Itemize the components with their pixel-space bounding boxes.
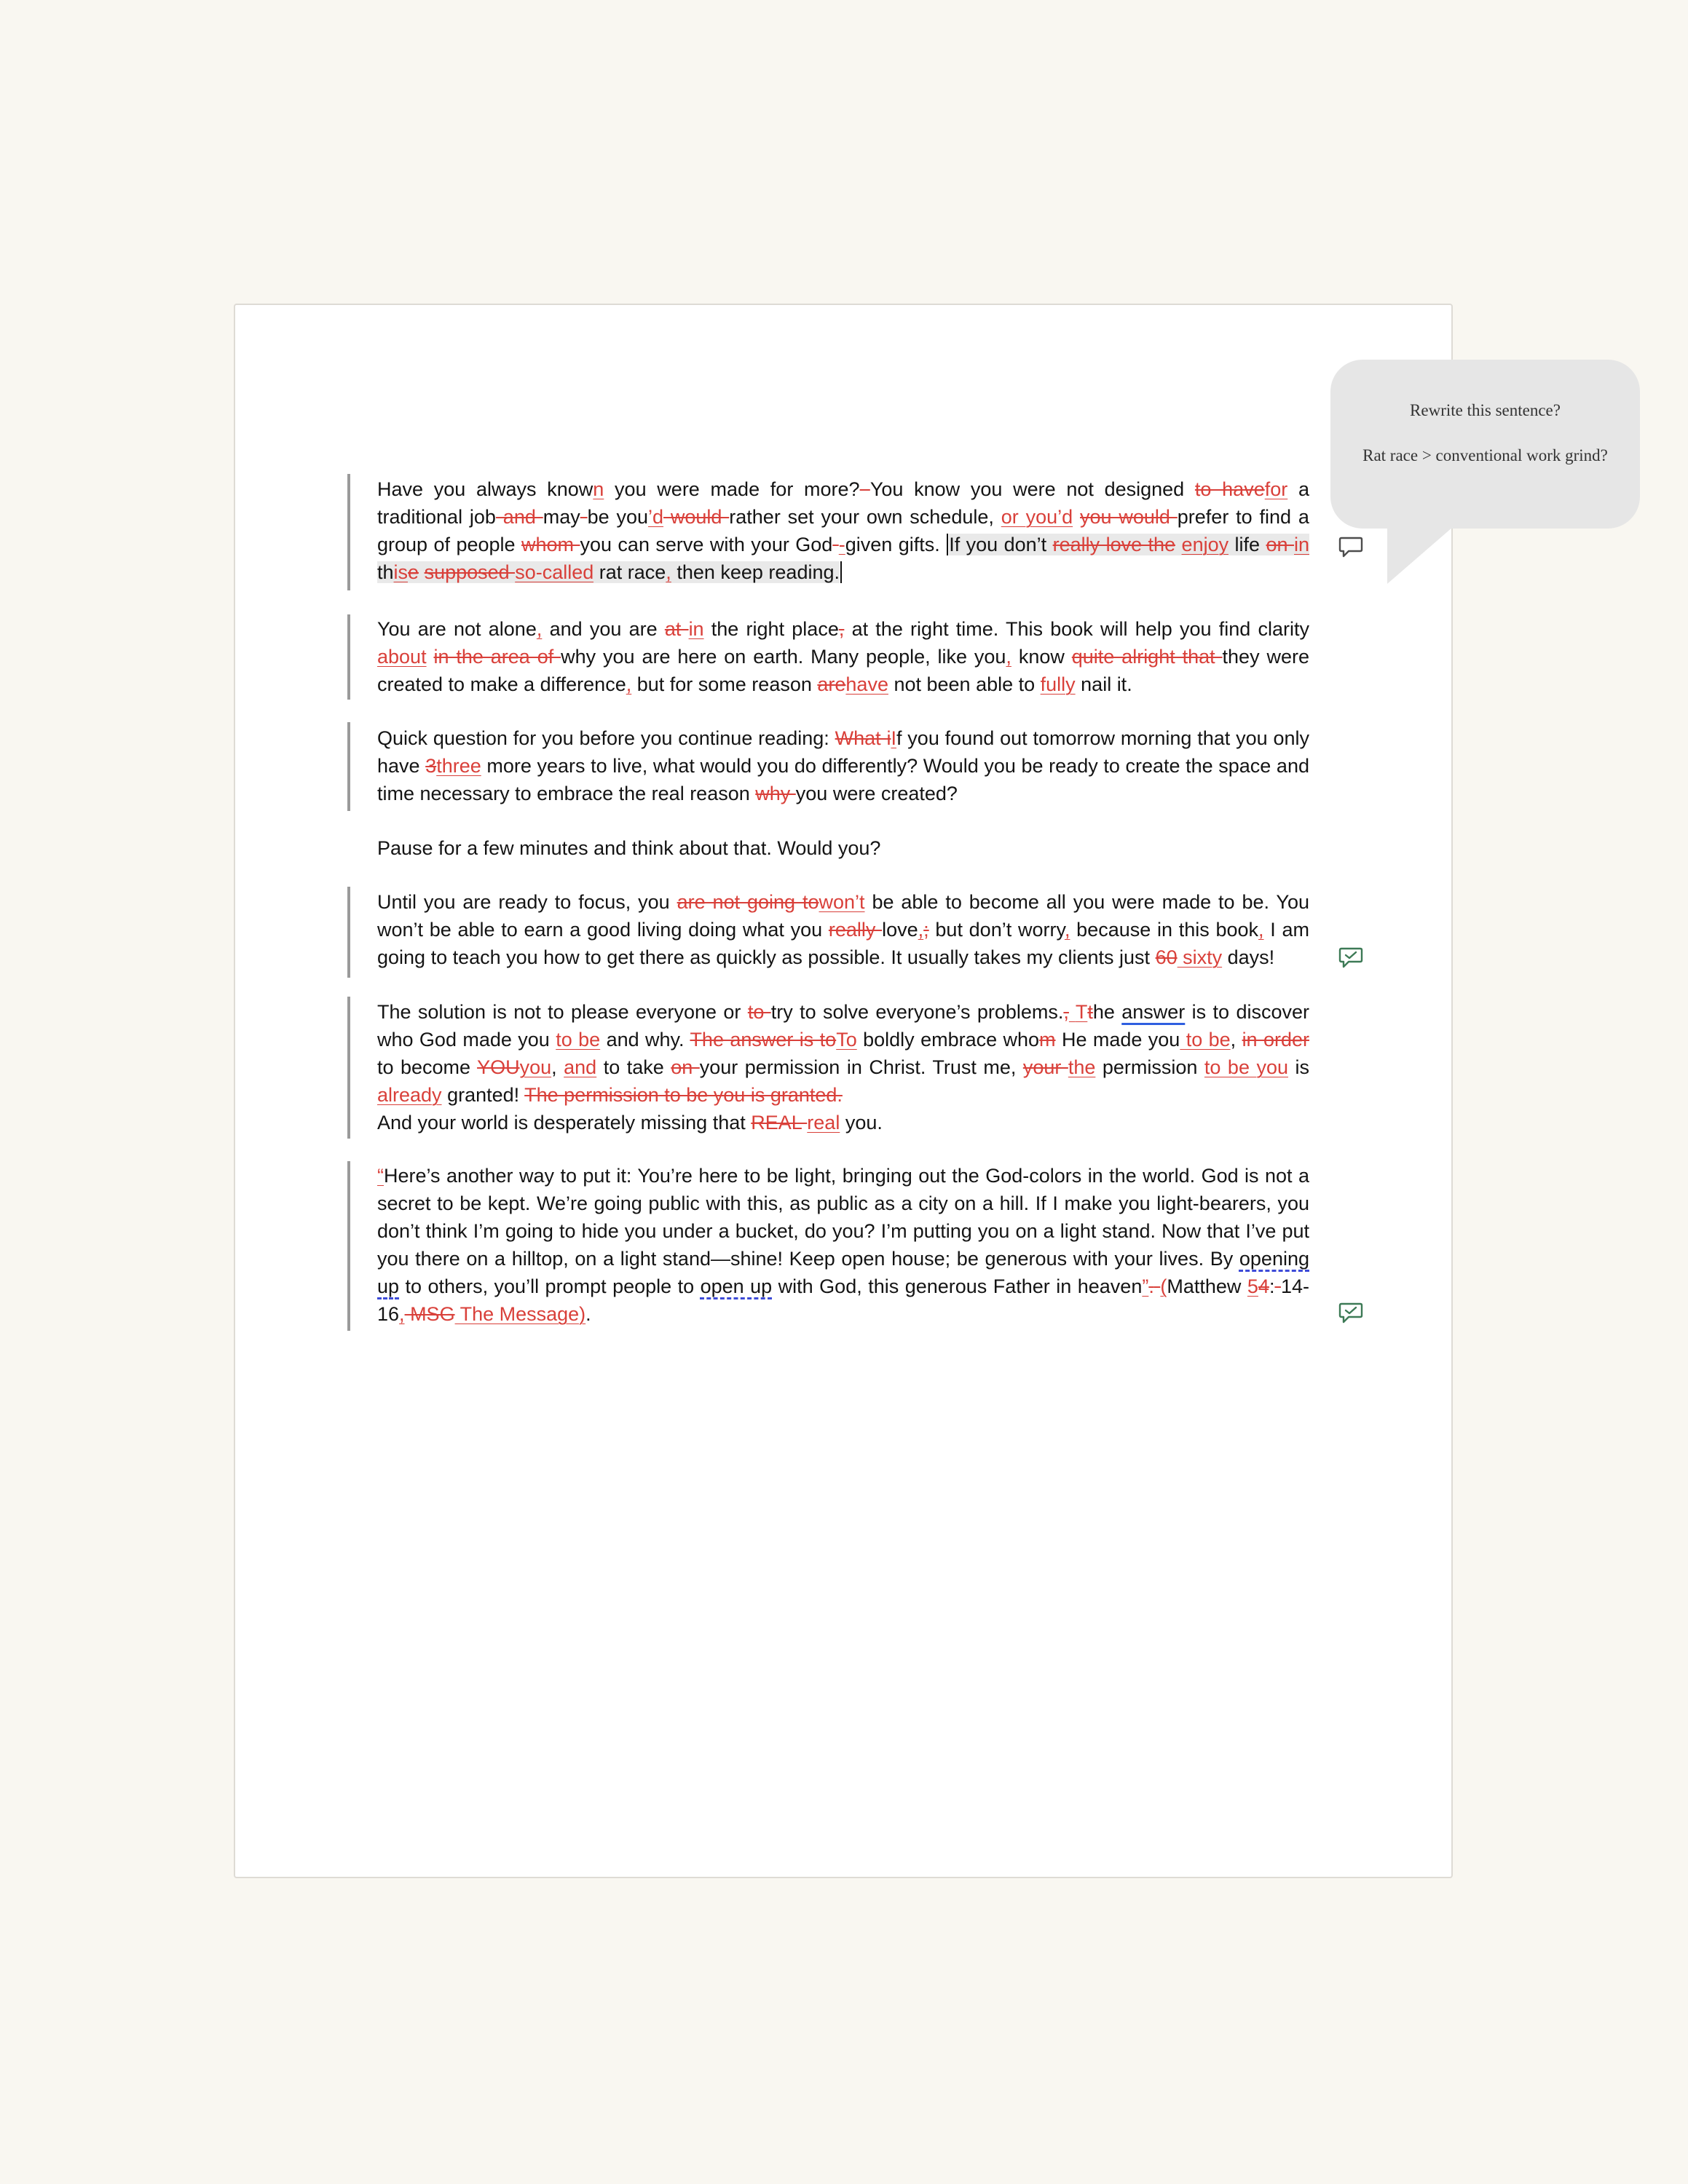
insertion-text[interactable]: and (564, 1056, 597, 1078)
text-run: more years to live, what would you do differently? Would you be ready to create the space and time necessary to embrace the real reason (377, 755, 1309, 804)
insertion-text[interactable]: , (918, 919, 924, 941)
deletion-text[interactable]: YOU (477, 1056, 520, 1078)
text-run: : (1269, 1275, 1275, 1297)
change-bar (347, 722, 350, 811)
text-run: a traditional job (377, 478, 1309, 528)
insertion-text[interactable]: , (536, 618, 543, 640)
deletion-text[interactable]: on (671, 1056, 700, 1078)
text-run: with God, this generous Father in heaven (772, 1275, 1143, 1297)
paragraph[interactable] (377, 834, 1309, 862)
text-run: He made you (1055, 1029, 1180, 1051)
comment-bubble[interactable] (1330, 360, 1640, 529)
deletion-text[interactable]: you would (1080, 506, 1178, 528)
insertion-text[interactable]: about (377, 646, 427, 668)
text-run: . (585, 1303, 591, 1325)
text-run: at the right time. This book will help you find clarity (844, 618, 1309, 640)
insertion-text[interactable]: , (626, 673, 632, 695)
deletion-text[interactable]: , (838, 618, 845, 640)
deletion-text[interactable]: supposed (424, 561, 516, 583)
insertion-text[interactable]: ” (1142, 1275, 1149, 1297)
deletion-text[interactable] (580, 506, 588, 528)
spelling-flag-text[interactable]: open up (700, 1275, 773, 1297)
text-run: and why. (600, 1029, 690, 1051)
deletion-text[interactable]: are (817, 673, 846, 695)
text-run: is (1288, 1056, 1309, 1078)
insertion-text[interactable]: have (845, 673, 888, 695)
paragraph[interactable] (377, 998, 1309, 1136)
comment-question: Rewrite this sentence? (1410, 401, 1561, 419)
text-run: prefer to find a group of people (377, 506, 1309, 555)
paragraph[interactable] (377, 724, 1309, 807)
insertion-text[interactable]: or you’d (1001, 506, 1073, 528)
deletion-text[interactable]: t (1087, 1001, 1093, 1023)
insertion-text[interactable]: “ (377, 1165, 384, 1187)
insertion-text[interactable]: The Message) (454, 1303, 586, 1325)
deletion-text[interactable]: are not going to (677, 891, 819, 913)
text-run: to become (377, 1056, 478, 1078)
deletion-text[interactable]: The permission to be you is granted. (524, 1084, 843, 1106)
insertion-text[interactable]: ’d (648, 506, 664, 528)
text-run: you can serve with your God (580, 534, 833, 555)
text-run (427, 646, 434, 668)
selected-text[interactable]: If you don’t (949, 534, 1053, 555)
text-run: you were made for more? (604, 478, 860, 500)
insertion-text[interactable]: 5 (1247, 1275, 1258, 1297)
text-run: 14-16 (377, 1275, 1309, 1325)
insertion-text[interactable]: to be you (1204, 1056, 1288, 1078)
text-run: he (1092, 1001, 1122, 1023)
text-run: Quick question for you before you continue reading: (377, 727, 835, 749)
text-run: because in this book (1070, 919, 1259, 941)
text-run: but don’t worry (928, 919, 1065, 941)
deletion-text[interactable]: e (408, 561, 419, 583)
text-run: nail it. (1075, 673, 1132, 695)
deletion-text[interactable]: and (495, 506, 543, 528)
insertion-text[interactable]: sixty (1177, 946, 1223, 968)
deletion-text[interactable]: i (886, 727, 891, 749)
text-run: Matthew (1167, 1275, 1247, 1297)
text-run: to take (596, 1056, 671, 1078)
text-run: you. (840, 1112, 883, 1133)
text-run: You are not alone (377, 618, 537, 640)
text-run (1073, 506, 1080, 528)
deletion-text[interactable]: quite alright that (1071, 646, 1223, 668)
insertion-text[interactable]: I (891, 727, 896, 749)
paragraph[interactable] (377, 615, 1309, 698)
insertion-text[interactable]: , (1006, 646, 1011, 668)
insertion-text[interactable] (1069, 1001, 1076, 1023)
text-run: , (551, 1056, 564, 1078)
insertion-text[interactable]: , (399, 1303, 405, 1325)
deletion-text[interactable]: on (1266, 534, 1294, 555)
insertion-text[interactable]: won’t (819, 891, 865, 913)
comment-bubble-icon[interactable] (1338, 536, 1363, 559)
text-run: be able to become all you were made to be. You won’t be able to earn a good living doing what you (377, 891, 1309, 941)
text-run: f you found out tomorrow morning that you only have (377, 727, 1309, 777)
deletion-text[interactable]: at (664, 618, 689, 640)
deletion-text[interactable]: why (755, 783, 796, 804)
text-run: your permission in Christ. Trust me, (699, 1056, 1023, 1078)
selected-text[interactable] (1175, 534, 1181, 555)
deletion-text[interactable]: m (1039, 1029, 1056, 1051)
insertion-text[interactable]: ( (1160, 1275, 1167, 1297)
text-run: but for some reason (631, 673, 818, 695)
deletion-text[interactable] (1274, 1275, 1280, 1297)
deletion-text[interactable]: REAL (751, 1112, 808, 1133)
insertion-text[interactable]: for (1264, 478, 1288, 500)
change-bar (347, 997, 350, 1139)
insertion-text[interactable]: , (666, 561, 671, 583)
change-bar (347, 474, 350, 590)
deletion-text[interactable]: really love the (1052, 534, 1176, 555)
selected-text[interactable]: th (377, 561, 394, 583)
text-run: they were created to make a difference (377, 646, 1309, 695)
insertion-text[interactable]: n (593, 478, 604, 500)
deletion-text[interactable]: MSG (404, 1303, 455, 1325)
insertion-text[interactable]: three (436, 755, 481, 777)
deletion-text[interactable]: , (1063, 1001, 1069, 1023)
text-run: you were created? (795, 783, 958, 804)
change-bar (347, 1161, 350, 1331)
text-run: And your world is desperately missing that (377, 1112, 752, 1133)
deletion-text[interactable]: in the area of (433, 646, 561, 668)
comment-check-icon[interactable] (1338, 1302, 1363, 1325)
selected-text[interactable]: life (1228, 534, 1266, 555)
insertion-text[interactable]: to be (1180, 1029, 1231, 1051)
text-run: granted! (441, 1084, 525, 1106)
comment-suggestion: Rat race > conventional work grind? (1362, 446, 1608, 464)
text-run: given gifts. (845, 534, 947, 555)
text-run: may (543, 506, 580, 528)
deletion-text[interactable]: your (1022, 1056, 1068, 1078)
text-run: Here’s another way to put it: You’re here to be light, bringing out the God-colors in the world. God is not a secret to be kept. We’re going public with this, as public as a city on a hill. If I make you light-bearers, you don’t think I’m going to hide you under a bucket, do you? I’m putting you on a light stand. Now that I’ve put you there on a hilltop, on a light stand—shine! Keep open house; be generous with your lives. By (377, 1165, 1309, 1270)
change-bar (347, 887, 350, 978)
text-run: and you are (542, 618, 665, 640)
text-cursor (840, 561, 842, 583)
text-run: Until you are ready to focus, you (377, 891, 677, 913)
text-run: boldly embrace who (856, 1029, 1040, 1051)
deletion-text[interactable] (832, 534, 838, 555)
selected-text[interactable] (419, 561, 425, 583)
deletion-text[interactable]: . (1148, 1275, 1154, 1297)
deletion-text[interactable]: would (663, 506, 730, 528)
selected-text[interactable]: rat race (593, 561, 666, 583)
comment-bubble-tail (1387, 527, 1453, 584)
deletion-text[interactable]: in order (1242, 1029, 1310, 1051)
insertion-text[interactable]: - (838, 534, 845, 555)
comment-check-icon[interactable] (1338, 946, 1363, 970)
insertion-text[interactable]: so-called (515, 561, 594, 583)
insertion-text[interactable]: already (377, 1084, 442, 1106)
deletion-text[interactable]: to have (1194, 478, 1265, 500)
deletion-text[interactable]: The answer is to (690, 1029, 837, 1051)
change-bar (347, 614, 350, 700)
deletion-text[interactable] (860, 478, 870, 500)
deletion-text[interactable]: ; (923, 919, 929, 941)
text-run: , (1230, 1029, 1242, 1051)
text-run: The solution is not to please everyone or (377, 1001, 748, 1023)
spelling-flag-text[interactable]: opening up (377, 1248, 1309, 1297)
deletion-text[interactable]: to (747, 1001, 771, 1023)
deletion-text[interactable]: What (835, 727, 887, 749)
insertion-text[interactable]: is (393, 561, 409, 583)
deletion-text[interactable]: 60 (1155, 946, 1178, 968)
insertion-text[interactable]: To (836, 1029, 857, 1051)
insertion-text[interactable]: in (688, 618, 704, 640)
deletion-text[interactable]: 4 (1258, 1275, 1269, 1297)
text-run: know (1011, 646, 1072, 668)
text-run: not been able to (888, 673, 1041, 695)
paragraph[interactable] (377, 1162, 1309, 1328)
selected-text[interactable]: then keep reading. (671, 561, 840, 583)
insertion-text[interactable]: T (1075, 1001, 1088, 1023)
text-run: days! (1222, 946, 1275, 968)
text-run: Pause for a few minutes and think about that. Would you? (377, 837, 881, 859)
deletion-text[interactable]: 3 (425, 755, 437, 777)
insertion-text[interactable]: the (1068, 1056, 1096, 1078)
insertion-text[interactable]: fully (1040, 673, 1076, 695)
text-run: why you are here on earth. Many people, like you (561, 646, 1006, 668)
text-run: Have you always know (377, 478, 593, 500)
text-run: be you (587, 506, 649, 528)
insertion-text[interactable]: to be (556, 1029, 601, 1051)
insertion-text[interactable]: enjoy (1181, 534, 1229, 555)
text-run: I am going to teach you how to get there as quickly as possible. It usually takes my clients just (377, 919, 1309, 968)
insertion-text[interactable]: , (1258, 919, 1264, 941)
grammar-flag-text[interactable]: answer (1121, 1001, 1186, 1023)
paragraph[interactable] (377, 888, 1309, 971)
deletion-text[interactable]: really (828, 919, 883, 941)
deletion-text[interactable]: whom (521, 534, 580, 555)
text-run: love (882, 919, 918, 941)
text-run: is to discover who God made you (377, 1001, 1309, 1051)
text-run: to others, you’ll prompt people to (399, 1275, 701, 1297)
insertion-text[interactable]: real (807, 1112, 840, 1133)
text-cursor (947, 534, 948, 555)
insertion-text[interactable]: you (519, 1056, 552, 1078)
paragraph[interactable] (377, 475, 1309, 586)
insertion-text[interactable]: , (1064, 919, 1070, 941)
text-run: try to solve everyone’s problems. (770, 1001, 1064, 1023)
text-run: the right place (703, 618, 839, 640)
text-run: You know you were not designed (869, 478, 1195, 500)
insertion-text[interactable]: in (1293, 534, 1309, 555)
text-run: permission (1095, 1056, 1204, 1078)
text-run: rather set your own schedule, (729, 506, 1001, 528)
